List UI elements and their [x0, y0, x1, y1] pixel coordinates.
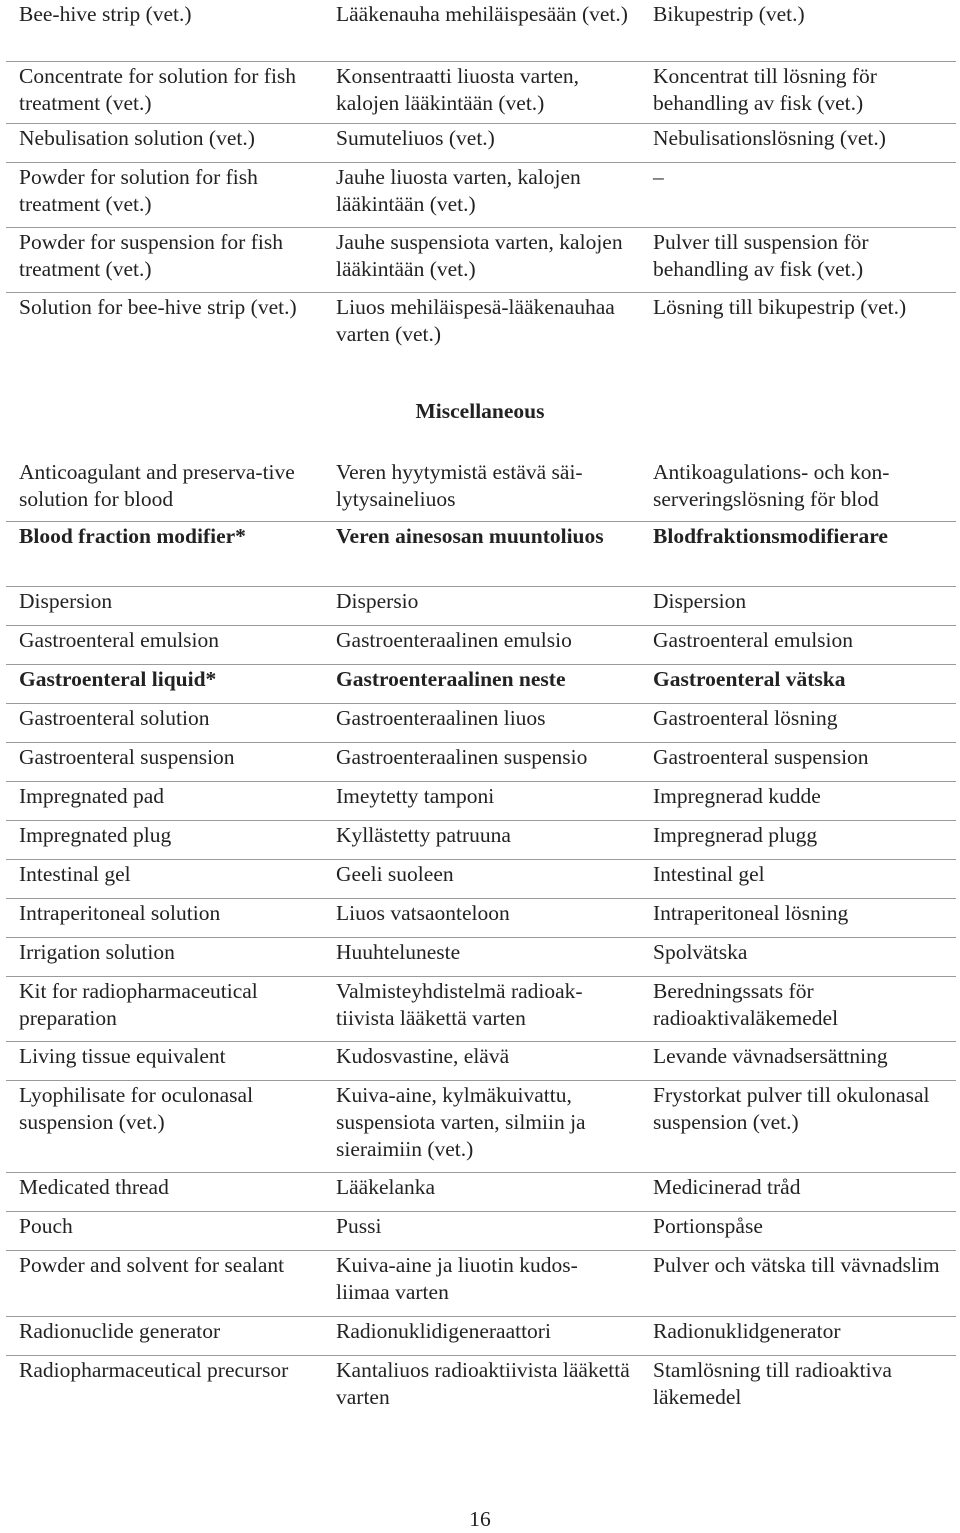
finnish-term: Lääkenauha mehiläispesään (vet.) — [336, 2, 628, 26]
swedish-term: Portionspåse — [653, 1214, 763, 1238]
swedish-term: Gastroenteral lösning — [653, 706, 838, 730]
english-term: Radiopharmaceutical precursor — [19, 1358, 289, 1382]
finnish-term: Jauhe liuosta varten, kalojen lääkintään (vet.) — [336, 165, 581, 216]
english-term: Lyophilisate for oculonasal suspension (vet.) — [19, 1083, 254, 1134]
english-term: Gastroenteral solution — [19, 706, 210, 730]
table-row — [6, 587, 956, 626]
table-row — [6, 293, 956, 355]
finnish-term: Valmisteyhdistelmä radioak-tiivista lääkettä varten — [336, 979, 583, 1030]
table-row — [6, 1212, 956, 1251]
table-row — [6, 1042, 956, 1081]
english-term: Powder and solvent for sealant — [19, 1253, 285, 1277]
finnish-term: Jauhe suspensiota varten, kalojen lääkintään (vet.) — [336, 230, 623, 281]
english-term: Pouch — [19, 1214, 73, 1238]
finnish-term: Geeli suoleen — [336, 862, 454, 886]
table-row — [6, 899, 956, 938]
table-row — [6, 704, 956, 743]
swedish-term: Medicinerad tråd — [653, 1175, 801, 1199]
swedish-term: Koncentrat till lösning för behandling av fisk (vet.) — [653, 64, 877, 115]
table-row — [6, 782, 956, 821]
table-row — [6, 522, 956, 587]
swedish-term: Lösning till bikupestrip (vet.) — [653, 295, 907, 319]
table-row — [6, 62, 956, 124]
page-number: 16 — [469, 1507, 491, 1531]
finnish-term: Sumuteliuos (vet.) — [336, 126, 495, 150]
table-row — [6, 124, 956, 163]
table-row — [6, 228, 956, 293]
table-row — [6, 458, 956, 522]
swedish-term: Beredningssats för radioaktivaläkemedel — [653, 979, 839, 1030]
english-term: Living tissue equivalent — [19, 1044, 226, 1068]
swedish-term: Radionuklidgenerator — [653, 1319, 841, 1343]
finnish-term: Kantaliuos radioaktiivista lääkettä varten — [336, 1358, 630, 1409]
english-term: Irrigation solution — [19, 940, 175, 964]
english-term: Radionuclide generator — [19, 1319, 221, 1343]
english-term: Solution for bee-hive strip (vet.) — [19, 295, 297, 319]
swedish-term: Antikoagulations- och kon-serveringslösning för blod — [653, 460, 890, 511]
finnish-term: Gastroenteraalinen emulsio — [336, 628, 572, 652]
swedish-term: Intestinal gel — [653, 862, 765, 886]
finnish-term: Veren hyytymistä estävä säi-lytysaineliuos — [336, 460, 583, 511]
section-title: Miscellaneous — [415, 399, 545, 423]
english-term: Powder for solution for fish treatment (vet.) — [19, 165, 258, 216]
english-term: Bee-hive strip (vet.) — [19, 2, 192, 26]
english-term: Concentrate for solution for fish treatment (vet.) — [19, 64, 297, 115]
finnish-term: Dispersio — [336, 589, 419, 613]
table-row — [6, 860, 956, 899]
english-term: Medicated thread — [19, 1175, 169, 1199]
swedish-term: Pulver och vätska till vävnadslim — [653, 1253, 940, 1277]
finnish-term: Gastroenteraalinen liuos — [336, 706, 546, 730]
english-term: Intestinal gel — [19, 862, 131, 886]
swedish-term: Gastroenteral suspension — [653, 745, 869, 769]
swedish-term: Intraperitoneal lösning — [653, 901, 849, 925]
swedish-term: Bikupestrip (vet.) — [653, 2, 805, 26]
english-term: Kit for radiopharmaceutical preparation — [19, 979, 258, 1030]
swedish-term: Gastroenteral vätska — [653, 667, 846, 691]
finnish-term: Gastroenteraalinen neste — [336, 667, 566, 691]
table-row — [6, 1317, 956, 1356]
english-term: Gastroenteral liquid* — [19, 667, 217, 691]
table-row — [6, 1173, 956, 1212]
english-term: Anticoagulant and preserva-tive solution for blood — [19, 460, 295, 511]
table-row — [6, 977, 956, 1042]
english-term: Gastroenteral suspension — [19, 745, 235, 769]
table-row — [6, 743, 956, 782]
table-row — [6, 821, 956, 860]
english-term: Dispersion — [19, 589, 113, 613]
finnish-term: Veren ainesosan muuntoliuos — [336, 524, 604, 548]
table-row — [6, 1356, 956, 1418]
finnish-term: Lääkelanka — [336, 1175, 436, 1199]
table-row — [6, 1081, 956, 1173]
table-row — [6, 1251, 956, 1317]
swedish-term: Gastroenteral emulsion — [653, 628, 854, 652]
finnish-term: Imeytetty tamponi — [336, 784, 495, 808]
finnish-term: Pussi — [336, 1214, 382, 1238]
table-row — [6, 665, 956, 704]
swedish-term: Dispersion — [653, 589, 747, 613]
swedish-term: Nebulisationslösning (vet.) — [653, 126, 886, 150]
english-term: Impregnated plug — [19, 823, 172, 847]
swedish-term: Blodfraktionsmodifierare — [653, 524, 888, 548]
table-row — [6, 0, 956, 62]
swedish-term: Frystorkat pulver till okulonasal suspension (vet.) — [653, 1083, 930, 1134]
finnish-term: Gastroenteraalinen suspensio — [336, 745, 588, 769]
finnish-term: Liuos vatsaonteloon — [336, 901, 510, 925]
finnish-term: Huuhteluneste — [336, 940, 461, 964]
finnish-term: Kuiva-aine ja liuotin kudos-liimaa varten — [336, 1253, 578, 1304]
swedish-term: Pulver till suspension för behandling av fisk (vet.) — [653, 230, 869, 281]
finnish-term: Radionuklidigeneraattori — [336, 1319, 551, 1343]
table-row — [6, 938, 956, 977]
table-row — [6, 163, 956, 228]
top-table — [6, 0, 956, 355]
misc-table — [6, 458, 956, 1418]
finnish-term: Liuos mehiläispesä-lääkenauhaa varten (vet.) — [336, 295, 615, 346]
english-term: Intraperitoneal solution — [19, 901, 221, 925]
finnish-term: Konsentraatti liuosta varten, kalojen lääkintään (vet.) — [336, 64, 579, 115]
swedish-term: Levande vävnadsersättning — [653, 1044, 888, 1068]
finnish-term: Kudosvastine, elävä — [336, 1044, 510, 1068]
english-term: Blood fraction modifier* — [19, 524, 246, 548]
english-term: Nebulisation solution (vet.) — [19, 126, 255, 150]
finnish-term: Kyllästetty patruuna — [336, 823, 511, 847]
english-term: Powder for suspension for fish treatment (vet.) — [19, 230, 283, 281]
swedish-term: – — [653, 165, 664, 189]
swedish-term: Spolvätska — [653, 940, 748, 964]
english-term: Gastroenteral emulsion — [19, 628, 220, 652]
swedish-term: Impregnerad plugg — [653, 823, 818, 847]
table-row — [6, 626, 956, 665]
swedish-term: Impregnerad kudde — [653, 784, 821, 808]
swedish-term: Stamlösning till radioaktiva läkemedel — [653, 1358, 892, 1409]
english-term: Impregnated pad — [19, 784, 165, 808]
finnish-term: Kuiva-aine, kylmäkuivattu, suspensiota varten, silmiin ja sieraimiin (vet.) — [336, 1083, 586, 1161]
